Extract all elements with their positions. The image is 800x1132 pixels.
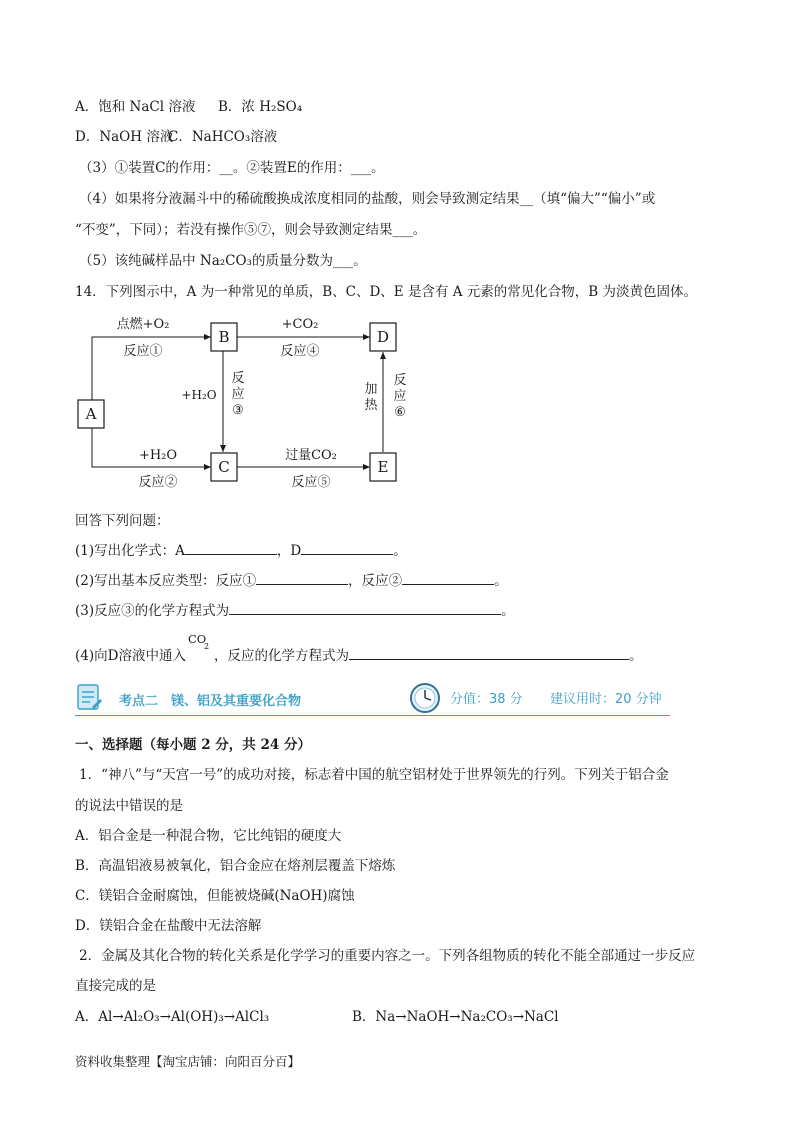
section-banner (75, 680, 670, 720)
q14-answer-intro: 回答下列问题： (75, 513, 170, 529)
answer-blank[interactable] (229, 602, 501, 615)
co2-formula (186, 632, 214, 660)
q2-stem-1: 2．金属及其化合物的转化关系是化学学习的重要内容之一。下列各组物质的转化不能全部通过一步反应 (79, 948, 696, 964)
q14-a1-prefix: (1)写出化学式：A (75, 543, 185, 559)
q14-answer-1 (75, 542, 407, 560)
q14-a1-end: 。 (393, 543, 407, 559)
q2-option-a: A．Al→Al₂O₃→Al(OH)₃→AlCl₃ (75, 1009, 270, 1025)
co2-text: CO (187, 632, 207, 646)
q14-a3-end: 。 (501, 603, 515, 619)
answer-blank[interactable] (301, 542, 393, 555)
box-b-label: B (218, 328, 230, 346)
label-r6-left-char: 热 (364, 398, 378, 413)
clock-icon (409, 682, 441, 714)
label-r3-char: ③ (232, 403, 244, 418)
notebook-icon (75, 683, 103, 711)
q14-a4-end: 。 (628, 648, 643, 664)
label-r6-left-char: 加 (364, 382, 378, 397)
label-r3-char: 应 (231, 387, 245, 402)
q13-option-d: D．NaOH 溶液 (75, 129, 174, 145)
answer-blank[interactable] (349, 647, 629, 660)
label-r3-left: +H₂O (181, 388, 217, 402)
q14-a1-mid: ，D (276, 543, 302, 559)
q1-option-d: D．镁铝合金在盐酸中无法溶解 (75, 918, 262, 934)
section-time: 建议用时：20 分钟 (550, 692, 662, 707)
label-r5-top: 过量CO₂ (285, 448, 337, 463)
q14-answer-3 (75, 602, 515, 620)
q1-stem-1: 1．“神八”与“天宫一号”的成功对接，标志着中国的航空铝材处于世界领先的行列。下列关于铝合金 (79, 767, 669, 783)
section-score: 分值：38 分 (450, 692, 523, 707)
q14-answer-2 (75, 572, 508, 590)
q13-option-a: A．饱和 NaCl 溶液 (75, 99, 196, 115)
q1-stem-2: 的说法中错误的是 (75, 798, 183, 814)
answer-blank[interactable] (402, 572, 494, 585)
label-r6-char: ⑥ (394, 405, 406, 420)
q1-option-b: B．高温铝液易被氧化，铝合金应在熔剂层覆盖下熔炼 (75, 858, 396, 874)
q14-a4-mid: ，反应的化学方程式为 (213, 648, 349, 664)
q14-a3-prefix: (3)反应③的化学方程式为 (75, 603, 230, 619)
q13-option-b: B．浓 H₂SO₄ (218, 99, 303, 115)
label-r1-top: 点燃+O₂ (116, 317, 170, 332)
q14-a2-mid: ，反应② (348, 573, 403, 589)
label-r6-char: 应 (393, 389, 407, 404)
q13-part-4a: （4）如果将分液漏斗中的稀硫酸换成浓度相同的盐酸，则会导致测定结果__（填“偏大”“偏小”或 (79, 191, 656, 207)
q14-a2-end: 。 (494, 573, 508, 589)
q13-part-5: （5）该纯碱样品中 Na₂CO₃的质量分数为___。 (79, 253, 367, 269)
label-r4-top: +CO₂ (281, 317, 319, 332)
box-d-label: D (376, 328, 390, 346)
q13-option-c: C．NaHCO₃溶液 (168, 129, 278, 145)
part1-heading: 一、选择题（每小题 2 分，共 24 分） (75, 737, 311, 753)
label-r6-char: 反 (393, 373, 407, 388)
label-r1-bottom: 反应① (123, 344, 163, 359)
q13-part-4b: “不变”，下同）；若没有操作⑤⑦，则会导致测定结果___。 (75, 222, 427, 238)
label-r3-char: 反 (231, 371, 245, 386)
q1-option-c: C．镁铝合金耐腐蚀，但能被烧碱(NaOH)腐蚀 (75, 888, 355, 904)
answer-blank[interactable] (185, 542, 277, 555)
co2-subscript: 2 (203, 642, 210, 651)
q14-stem: 14．下列图示中，A 为一种常见的单质，B、C、D、E 是含有 A 元素的常见化合物，B 为淡黄色固体。 (75, 284, 697, 300)
label-r4-bottom: 反应④ (280, 344, 320, 359)
q14-answer-4 (75, 632, 643, 665)
q2-stem-2: 直接完成的是 (75, 978, 156, 994)
q2-option-b: B．Na→NaOH→Na₂CO₃→NaCl (352, 1009, 559, 1025)
q1-option-a: A．铝合金是一种混合物，它比纯铝的硬度大 (75, 828, 342, 844)
box-c-label: C (218, 458, 230, 476)
section-title: 考点二 镁、铝及其重要化合物 (119, 694, 302, 709)
label-r5-bottom: 反应⑤ (291, 475, 331, 490)
box-e-label: E (377, 458, 389, 476)
banner-rule (75, 715, 670, 716)
q13-part-3: （3）①装置C的作用：__。②装置E的作用：___。 (79, 160, 385, 176)
label-r2-top: +H₂O (138, 448, 178, 463)
box-a-label: A (85, 405, 97, 423)
q14-a4-prefix: (4)向D溶液中通入 (75, 648, 186, 664)
label-r2-bottom: 反应② (138, 475, 178, 490)
footer-note: 资料收集整理【淘宝店铺：向阳百分百】 (75, 1054, 301, 1069)
reaction-flow-diagram (75, 306, 415, 496)
answer-blank[interactable] (256, 572, 348, 585)
q14-a2-prefix: (2)写出基本反应类型：反应① (75, 573, 257, 589)
